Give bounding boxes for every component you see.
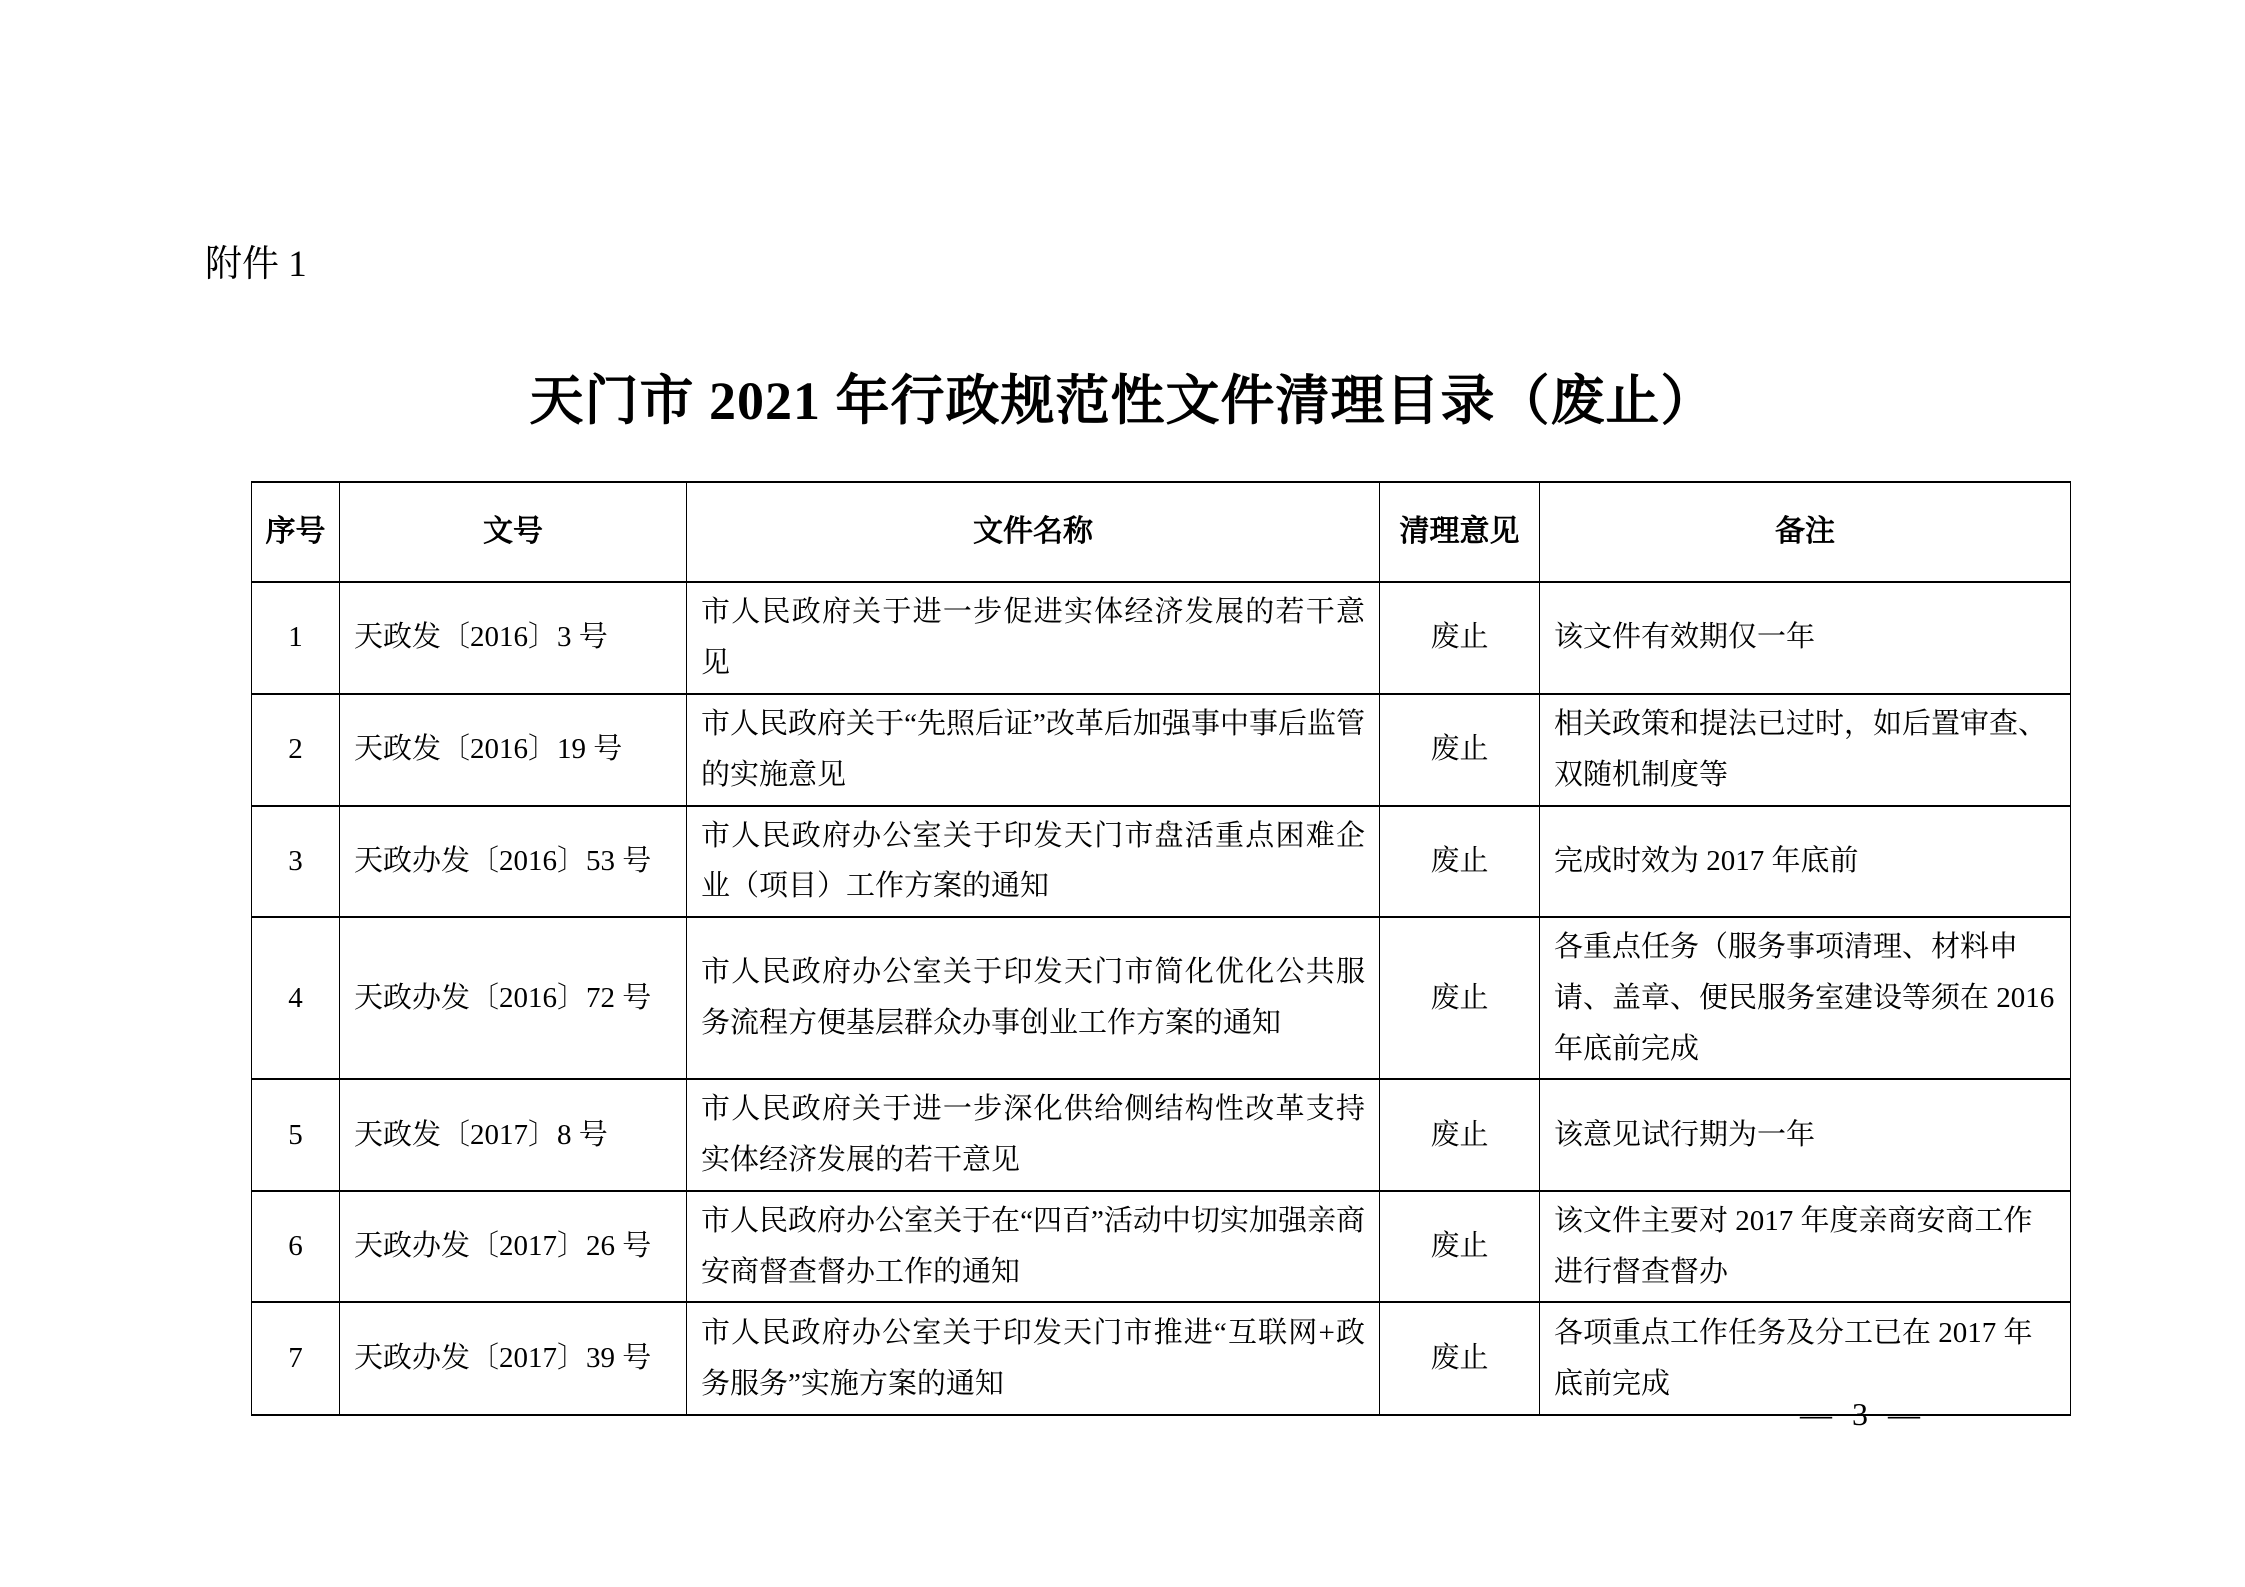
row5-serial: 5 [252,1079,340,1191]
row3-remark: 完成时效为 2017 年底前 [1540,806,2071,918]
row2-remark: 相关政策和提法已过时，如后置审查、双随机制度等 [1540,694,2071,806]
header-document-name: 文件名称 [687,482,1380,582]
row2-opinion: 废止 [1380,694,1540,806]
row5-opinion: 废止 [1380,1079,1540,1191]
row6-serial: 6 [252,1191,340,1303]
page-title: 天门市 2021 年行政规范性文件清理目录（废止） [529,371,1716,431]
row7-opinion: 废止 [1380,1302,1540,1415]
header-remarks: 备注 [1540,482,2071,582]
row4-remark: 各重点任务（服务事项清理、材料申请、盖章、便民服务室建设等须在 2016 年底前完成 [1540,917,2071,1079]
row4-doc-no: 天政办发〔2016〕72 号 [340,917,687,1079]
table-row [252,1302,2071,1415]
header-serial-number: 序号 [252,482,340,582]
row4-opinion: 废止 [1380,917,1540,1079]
row2-name: 市人民政府关于“先照后证”改革后加强事中事后监管的实施意见 [687,694,1380,806]
row3-name: 市人民政府办公室关于印发天门市盘活重点困难企业（项目）工作方案的通知 [687,806,1380,918]
page-number: — 3 — [1800,1396,1926,1432]
repeal-directory-table [251,481,2071,1416]
row6-remark: 该文件主要对 2017 年度亲商安商工作进行督查督办 [1540,1191,2071,1303]
row4-name: 市人民政府办公室关于印发天门市简化优化公共服务流程方便基层群众办事创业工作方案的通知 [687,917,1380,1079]
row4-serial: 4 [252,917,340,1079]
row1-name: 市人民政府关于进一步促进实体经济发展的若干意见 [687,582,1380,694]
table-row [252,582,2071,694]
row1-opinion: 废止 [1380,582,1540,694]
row7-name: 市人民政府办公室关于印发天门市推进“互联网+政务服务”实施方案的通知 [687,1302,1380,1415]
table-row [252,806,2071,918]
table-row [252,1191,2071,1303]
attachment-label: 附件 1 [205,244,307,285]
row7-serial: 7 [252,1302,340,1415]
row1-serial: 1 [252,582,340,694]
row7-remark: 各项重点工作任务及分工已在 2017 年底前完成 [1540,1302,2071,1415]
row3-doc-no: 天政办发〔2016〕53 号 [340,806,687,918]
row1-remark: 该文件有效期仅一年 [1540,582,2071,694]
row5-doc-no: 天政发〔2017〕8 号 [340,1079,687,1191]
table-header-row [252,482,2071,582]
row1-doc-no: 天政发〔2016〕3 号 [340,582,687,694]
header-document-number: 文号 [340,482,687,582]
table-row [252,694,2071,806]
row3-serial: 3 [252,806,340,918]
table-row [252,917,2071,1079]
row5-name: 市人民政府关于进一步深化供给侧结构性改革支持实体经济发展的若干意见 [687,1079,1380,1191]
row2-doc-no: 天政发〔2016〕19 号 [340,694,687,806]
row5-remark: 该意见试行期为一年 [1540,1079,2071,1191]
row6-doc-no: 天政办发〔2017〕26 号 [340,1191,687,1303]
table-row [252,1079,2071,1191]
row2-serial: 2 [252,694,340,806]
row7-doc-no: 天政办发〔2017〕39 号 [340,1302,687,1415]
row6-opinion: 废止 [1380,1191,1540,1303]
header-cleanup-opinion: 清理意见 [1380,482,1540,582]
row3-opinion: 废止 [1380,806,1540,918]
row6-name: 市人民政府办公室关于在“四百”活动中切实加强亲商安商督查督办工作的通知 [687,1191,1380,1303]
